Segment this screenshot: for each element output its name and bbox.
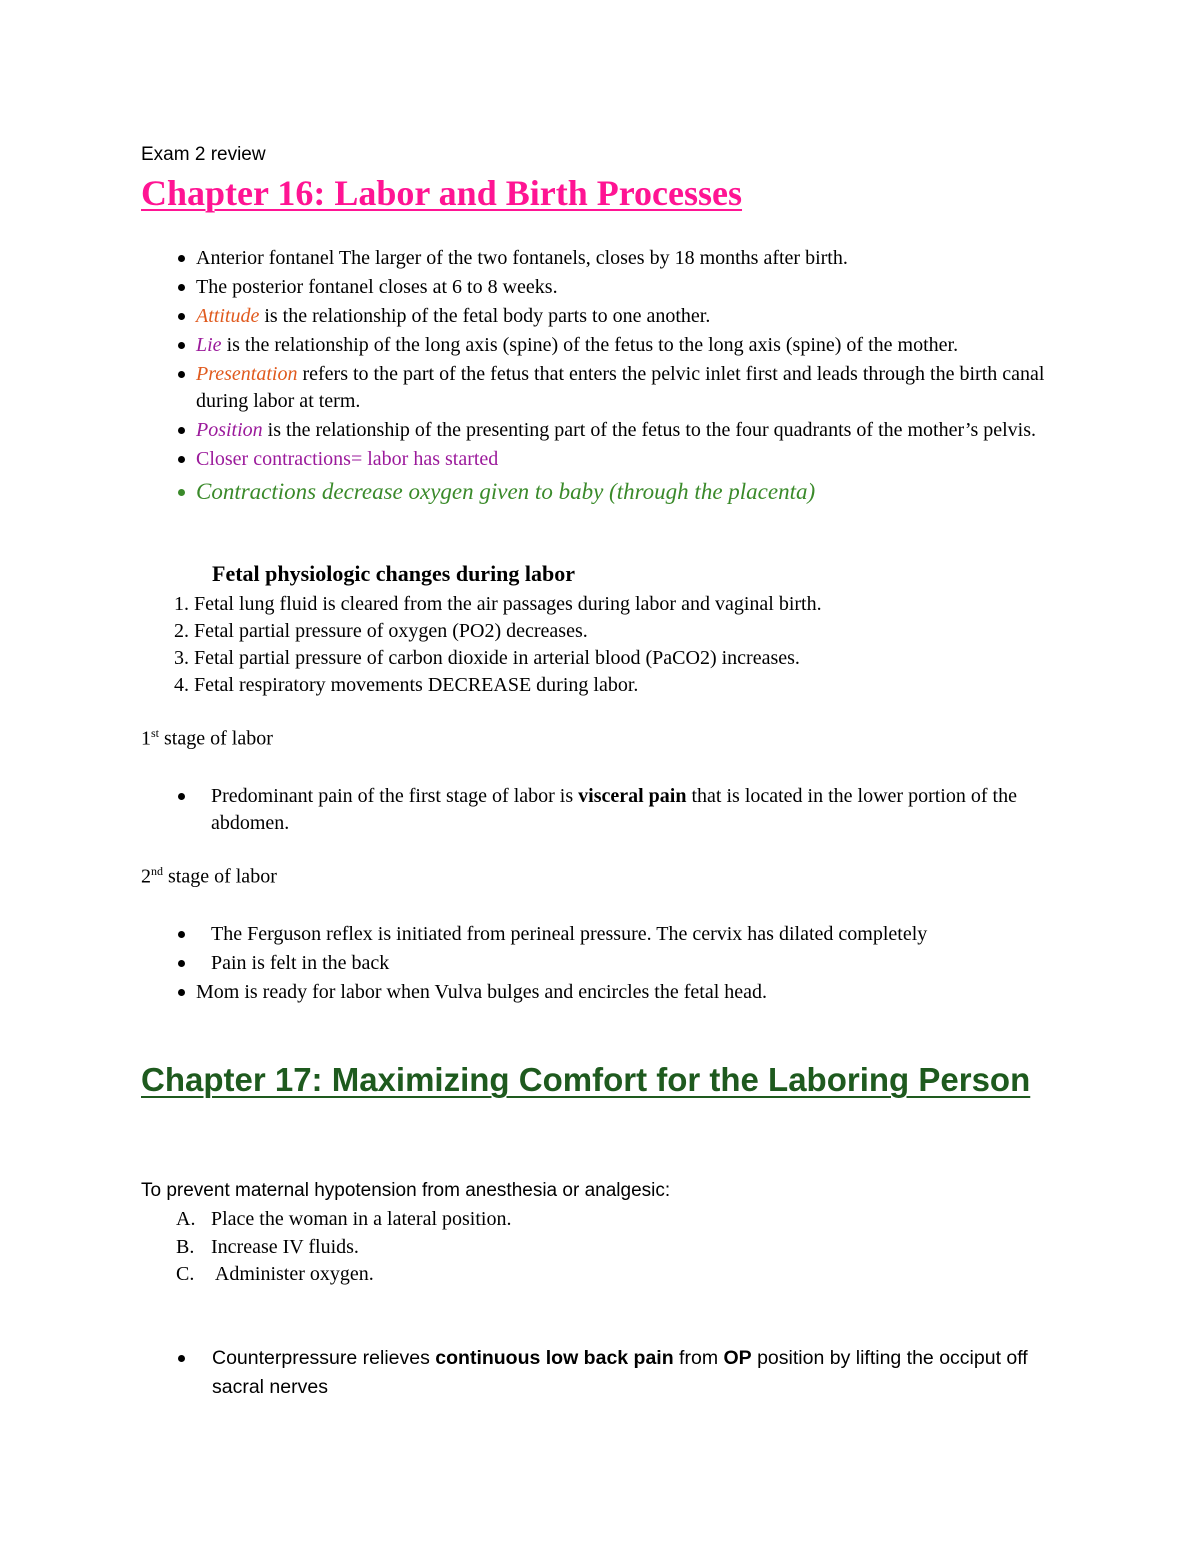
- bullet-icon: [178, 342, 185, 349]
- fetal-changes-list: [174, 591, 822, 699]
- stage-1-heading: 1st stage of labor: [141, 726, 273, 750]
- bullet-icon: [178, 456, 185, 463]
- list-item: 2. Fetal partial pressure of oxygen (PO2) decreases.: [174, 620, 588, 642]
- list-item: Closer contractions= labor has started: [0, 446, 1200, 473]
- chapter-16-title: Chapter 16: Labor and Birth Processes: [141, 173, 743, 213]
- list-item: A. Place the woman in a lateral position.: [176, 1208, 512, 1230]
- stage-1-bullet-list: [0, 783, 1200, 839]
- term-attitude: Attitude: [196, 305, 260, 327]
- fetal-changes-heading: Fetal physiologic changes during labor: [212, 561, 576, 586]
- list-item: Pain is felt in the back: [0, 950, 1200, 977]
- list-item: The Ferguson reflex is initiated from perineal pressure. The cervix has dilated completely: [0, 921, 1200, 948]
- list-item: Presentation refers to the part of the fetus that enters the pelvic inlet first and leads through the birth canal during labor at term.: [0, 361, 1200, 415]
- hypotension-steps-list: [176, 1206, 511, 1289]
- list-item: Contractions decrease oxygen given to baby (through the placenta): [0, 475, 1200, 510]
- list-item: 3. Fetal partial pressure of carbon dioxide in arterial blood (PaCO2) increases.: [174, 647, 800, 669]
- bullet-icon: [178, 931, 185, 938]
- bullet-icon: [178, 960, 185, 967]
- bullet-icon: [178, 1355, 185, 1362]
- bullet-icon: [178, 255, 185, 262]
- bullet-icon: [178, 313, 185, 320]
- hypotension-heading: To prevent maternal hypotension from anesthesia or analgesic:: [141, 1180, 671, 1201]
- term-lie: Lie: [196, 334, 222, 356]
- counterpressure-list: [0, 1344, 1200, 1402]
- bullet-icon: [178, 371, 185, 378]
- list-item: 1. Fetal lung fluid is cleared from the air passages during labor and vaginal birth.: [174, 593, 822, 615]
- bullet-icon: [178, 284, 185, 291]
- term-presentation: Presentation: [196, 363, 298, 385]
- list-item: Position is the relationship of the presenting part of the fetus to the four quadrants of the mother’s pelvis.: [0, 417, 1200, 444]
- list-item: Counterpressure relieves continuous low back pain from OP position by lifting the occiput off sacral nerves: [0, 1344, 1200, 1402]
- list-item: Attitude is the relationship of the fetal body parts to one another.: [0, 303, 1200, 330]
- stage-2-heading: 2nd stage of labor: [141, 864, 277, 888]
- chapter-16-bullet-list: [0, 245, 1200, 512]
- list-item: B. Increase IV fluids.: [176, 1235, 359, 1258]
- list-item: Mom is ready for labor when Vulva bulges and encircles the fetal head.: [0, 979, 1200, 1006]
- stage-2-bullet-list: [0, 921, 1200, 1008]
- list-item: Predominant pain of the first stage of labor is visceral pain that is located in the lower portion of the abdomen.: [0, 783, 1200, 837]
- bullet-icon: [178, 793, 185, 800]
- exam-title: Exam 2 review: [141, 144, 266, 165]
- bullet-icon: [178, 427, 185, 434]
- list-item: Anterior fontanel The larger of the two fontanels, closes by 18 months after birth.: [0, 245, 1200, 272]
- bullet-icon: [178, 989, 185, 996]
- list-item: C. Administer oxygen.: [176, 1263, 374, 1285]
- term-position: Position: [196, 419, 263, 441]
- chapter-17-title: Chapter 17: Maximizing Comfort for the Laboring Person: [141, 1061, 1031, 1098]
- list-item: Lie is the relationship of the long axis (spine) of the fetus to the long axis (spine) of the mother.: [0, 332, 1200, 359]
- bullet-icon: [178, 489, 185, 496]
- list-item: The posterior fontanel closes at 6 to 8 weeks.: [0, 274, 1200, 301]
- list-item: 4. Fetal respiratory movements DECREASE during labor.: [174, 674, 639, 696]
